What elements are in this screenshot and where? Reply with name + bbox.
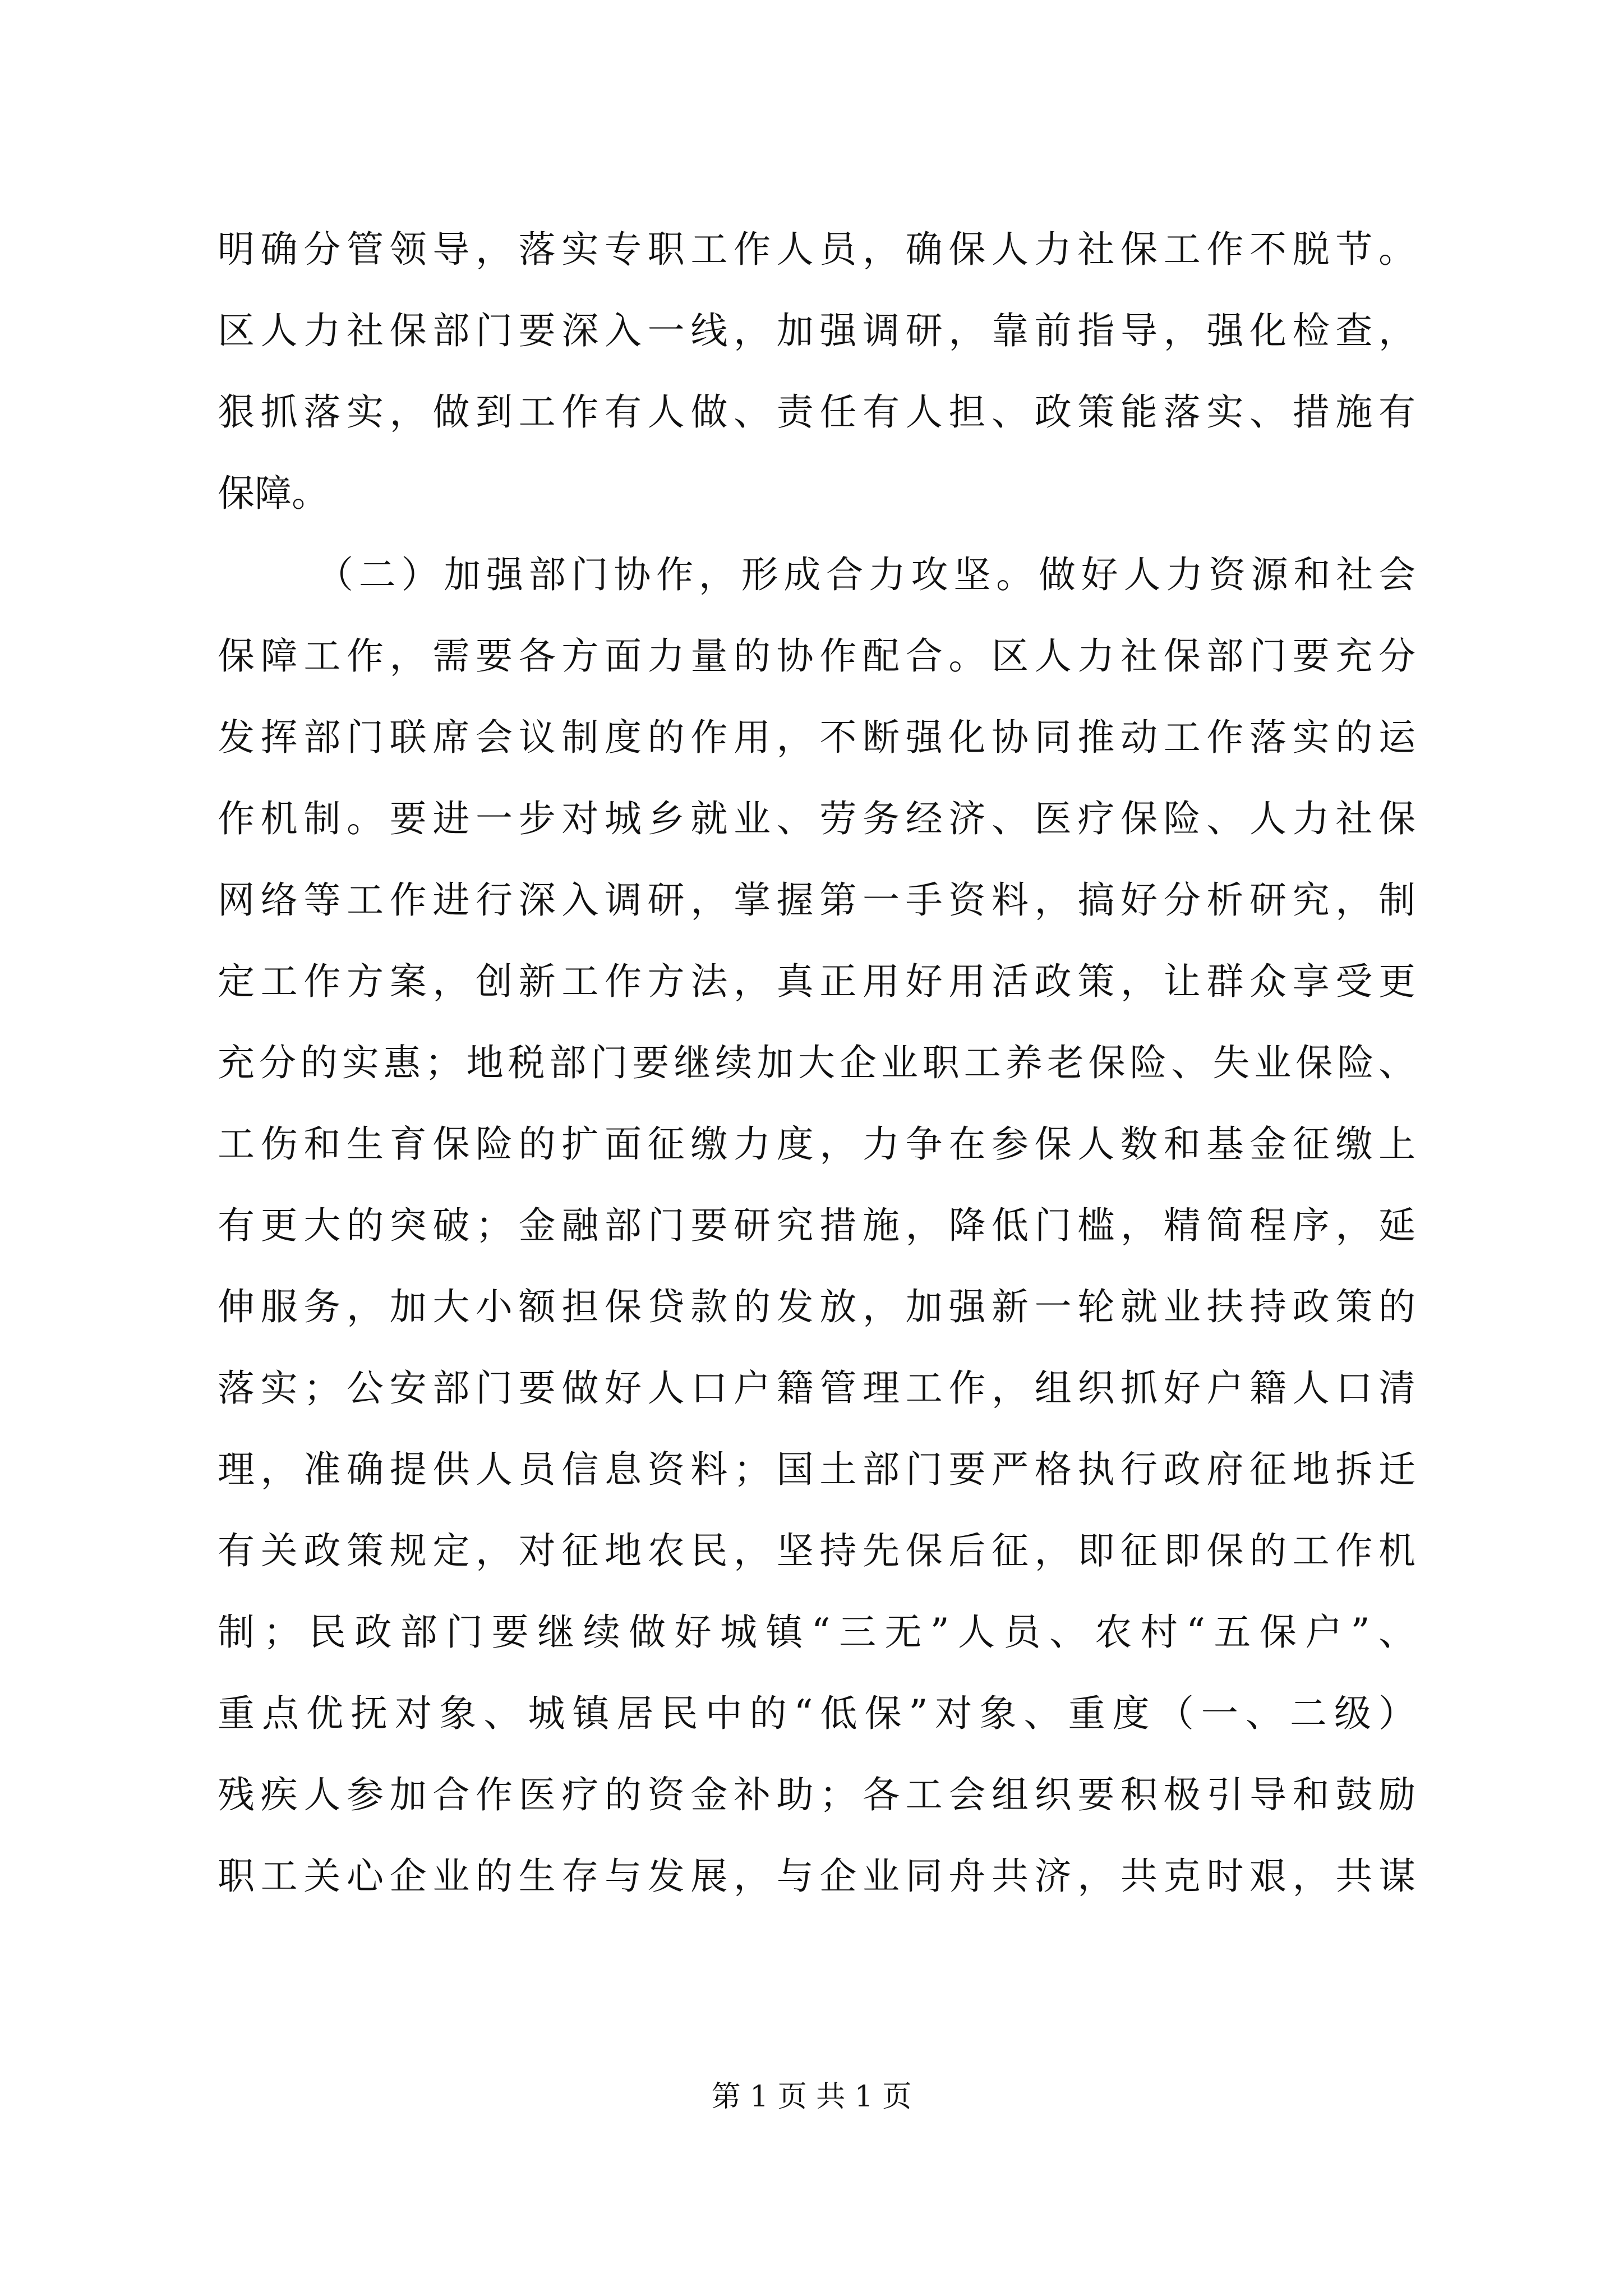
- text-line: 落实；公安部门要做好人口户籍管理工作，组织抓好户籍人口清: [218, 1366, 1415, 1410]
- text-line: 明确分管领导，落实专职工作人员，确保人力社保工作不脱节。: [218, 228, 1415, 271]
- text-line: 充分的实惠；地税部门要继续加大企业职工养老保险、失业保险、: [218, 1041, 1415, 1084]
- page-number-footer: 第 1 页 共 1 页: [711, 2080, 912, 2114]
- text-line: 定工作方案，创新工作方法，真正用好用活政策，让群众享受更: [218, 960, 1415, 1003]
- text-line: 作机制。要进一步对城乡就业、劳务经济、医疗保险、人力社保: [218, 797, 1415, 840]
- text-line: 网络等工作进行深入调研，掌握第一手资料，搞好分析研究，制: [218, 878, 1415, 922]
- text-line: 发挥部门联席会议制度的作用，不断强化协同推动工作落实的运: [218, 716, 1415, 759]
- text-line: 制；民政部门要继续做好城镇“三无”人员、农村“五保户”、: [218, 1611, 1415, 1654]
- text-line: 狠抓落实，做到工作有人做、责任有人担、政策能落实、措施有: [218, 390, 1415, 434]
- text-line: 有更大的突破；金融部门要研究措施，降低门槛，精简程序，延: [218, 1204, 1415, 1247]
- text-line: 区人力社保部门要深入一线，加强调研，靠前指导，强化检查，: [218, 309, 1415, 352]
- text-line: 重点优抚对象、城镇居民中的“低保”对象、重度（一、二级）: [218, 1692, 1415, 1735]
- text-line: 有关政策规定，对征地农民，坚持先保后征，即征即保的工作机: [218, 1529, 1415, 1572]
- text-line: 工伤和生育保险的扩面征缴力度，力争在参保人数和基金征缴上: [218, 1122, 1415, 1166]
- text-line: 职工关心企业的生存与发展，与企业同舟共济，共克时艰，共谋: [218, 1855, 1415, 1898]
- text-line: 保障。: [218, 472, 329, 515]
- text-line: 残疾人参加合作医疗的资金补助；各工会组织要积极引导和鼓励: [218, 1773, 1415, 1816]
- document-body: [218, 209, 1415, 1917]
- text-line: 保障工作，需要各方面力量的协作配合。区人力社保部门要充分: [218, 634, 1415, 678]
- text-line: 伸服务，加大小额担保贷款的发放，加强新一轮就业扶持政策的: [218, 1285, 1415, 1328]
- text-line: 理，准确提供人员信息资料；国土部门要严格执行政府征地拆迁: [218, 1448, 1415, 1491]
- paragraph-heading-line: （二）加强部门协作，形成合力攻坚。做好人力资源和社会: [316, 553, 1415, 596]
